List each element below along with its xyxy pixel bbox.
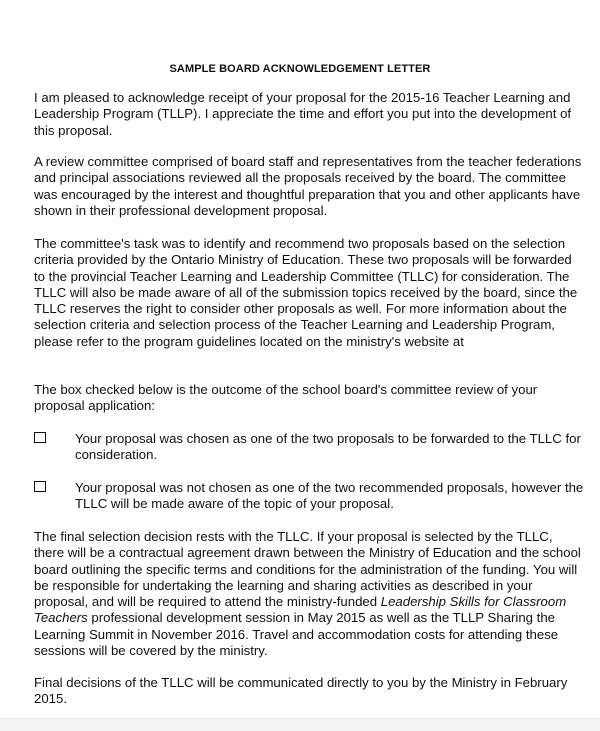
final-selection-text-b: professional development session in May 2015 as well as the TLLP Sharing the Learning Summit in November 2016. Travel and accommodation costs for attending these sessions will be covered by the ministry. (34, 610, 559, 659)
leadership-skills-title: Leadership Skills for Classroom Teachers (34, 594, 567, 626)
option-not-chosen-text: Your proposal was not chosen as one of the two recommended proposals, however the TLLC will be made aware of the topic of your proposal. (75, 480, 584, 512)
paragraph-box-checked: The box checked below is the outcome of the school board's committee review of your proposal application: (34, 382, 538, 414)
option-chosen-checkbox[interactable] (34, 432, 46, 443)
paragraph-committee-task: The committee's task was to identify and recommend two proposals based on the selection criteria provided by the Ontario Ministry of Education. These two proposals will be forwarded to the provincial Teacher Learning and Leadership Committee (TLLC) for consideration. The TLLC will also be made aware of all of the submission topics received by the board, since the TLLC reserves the right to consider other proposals as well. For more information about the selection criteria and selection process of the Teacher Learning and Leadership Program, please refer to the program guidelines located on the ministry's website at (34, 236, 578, 349)
letter-title: SAMPLE BOARD ACKNOWLEDGEMENT LETTER (169, 63, 431, 75)
paragraph-final-decisions: Final decisions of the TLLC will be communicated directly to you by the Ministry in February 2015. (34, 675, 568, 707)
paragraph-acknowledgement: I am pleased to acknowledge receipt of your proposal for the 2015-16 Teacher Learning and Leadership Program (TLLP). I appreciate the time and effort you put into the development of this proposal. (34, 90, 572, 138)
final-selection-text-a: The final selection decision rests with the TLLC. If your proposal is selected by the TLLC, there will be a contractual agreement drawn between the Ministry of Education and the school board outlining the specific terms and conditions for the administration of the funding. You will be responsible for undertaking the learning and sharing activities as described in your proposal, and will be required to attend the ministry-funded (34, 529, 581, 610)
page-bottom-edge (0, 718, 600, 731)
option-chosen-text: Your proposal was chosen as one of the two proposals to be forwarded to the TLLC for consideration. (75, 431, 581, 463)
paragraph-final-selection (34, 529, 586, 659)
option-not-chosen-checkbox[interactable] (34, 481, 46, 492)
paragraph-review-committee: A review committee comprised of board staff and representatives from the teacher federations and principal associations reviewed all the proposals received by the board. The committee was encouraged by the interest and thoughtful preparation that you and other applicants have shown in their professional development proposal. (34, 154, 582, 218)
